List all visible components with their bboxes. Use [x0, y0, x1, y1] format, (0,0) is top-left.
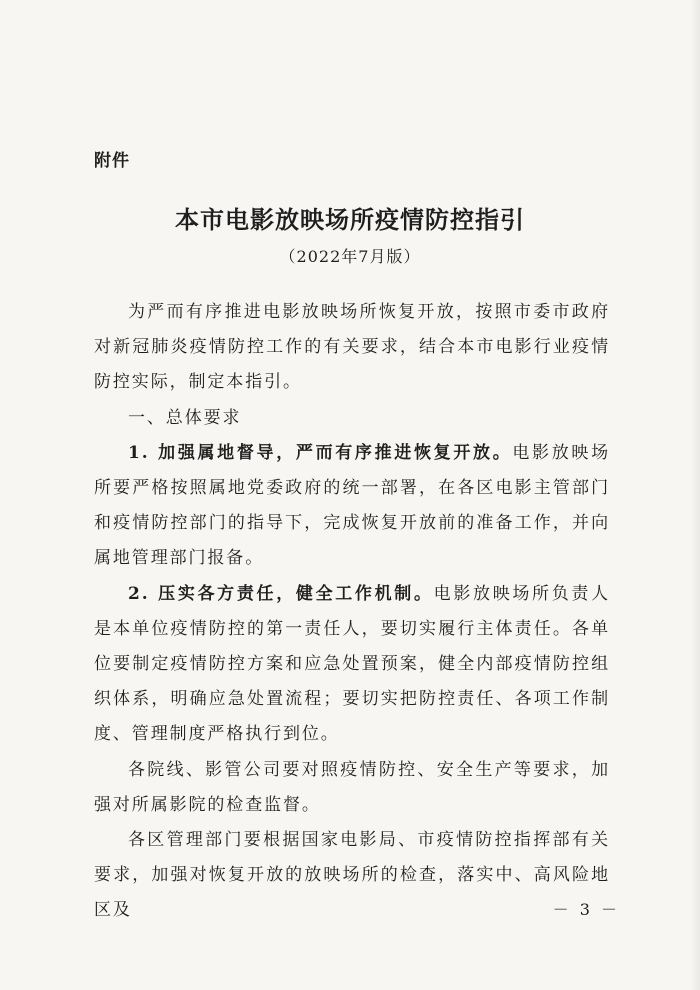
document-edition: （2022年7月版）	[279, 247, 421, 266]
section-heading: 一、总体要求	[128, 407, 242, 428]
item-1-text: 电影放映场所要严格按照属地党委政府的统一部署，在各区电影主管部门和疫情防控部门的指导下，完成恢复开放前的准备工作，并向属地管理部门报备。	[94, 442, 610, 569]
intro-paragraph: 为严而有序推进电影放映场所恢复开放，按照市委市政府对新冠肺炎疫情防控工作的有关要求，结合本市电影行业疫情防控实际，制定本指引。	[94, 302, 610, 393]
districts-paragraph: 各区管理部门要根据国家电影局、市疫情防控指挥部有关要求，加强对恢复开放的放映场所的检查，落实中、高风险地区及	[94, 830, 610, 921]
item-2-text: 电影放映场所负责人是本单位疫情防控的第一责任人，要切实履行主体责任。各单位要制定疫情防控方案和应急处置预案，健全内部疫情防控组织体系，明确应急处置流程；要切实把防控责任、各项工作制度、管理制度严格执行到位。	[94, 583, 610, 745]
item-2-title: 2. 压实各方责任，健全工作机制。	[128, 583, 434, 604]
page-edge-shadow	[690, 0, 700, 990]
document-body	[94, 295, 610, 929]
item-2-paragraph	[94, 577, 610, 753]
item-1-title: 1. 加强属地督导，严而有序推进恢复开放。	[128, 442, 513, 463]
attachment-label: 附件	[94, 151, 130, 171]
cinemas-paragraph: 各院线、影管公司要对照疫情防控、安全生产等要求，加强对所属影院的检查监督。	[94, 759, 610, 815]
page-number: － 3 －	[552, 900, 620, 919]
document-title: 本市电影放映场所疫情防控指引	[175, 205, 525, 234]
item-1-paragraph	[94, 436, 610, 577]
